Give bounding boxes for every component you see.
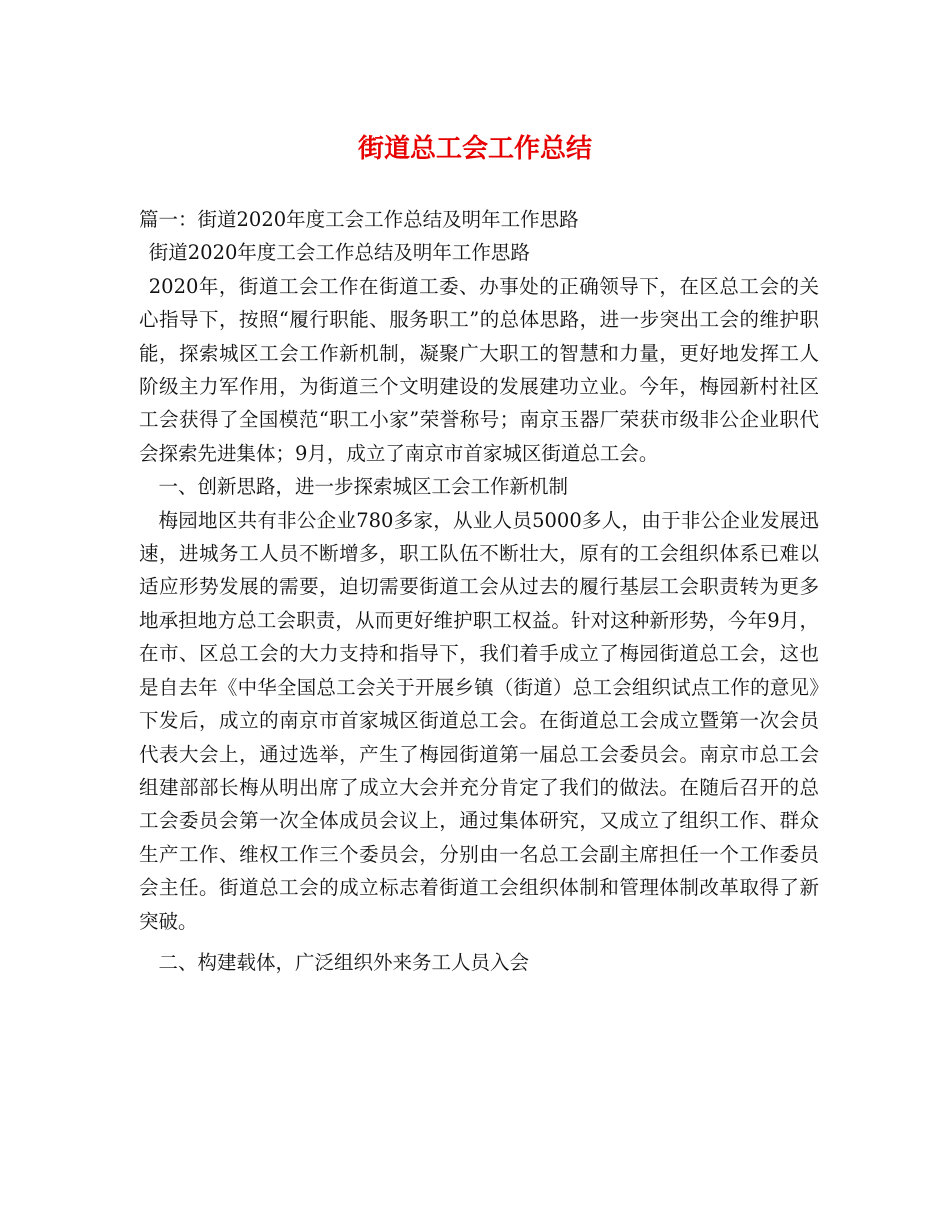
- paragraph-intro: 2020年，街道工会工作在街道工委、办事处的正确领导下，在区总工会的关心指导下，按照“履行职能、服务职工”的总体思路，进一步突出工会的维护职能，探索城区工会工作新机制，凝聚广大职工的智慧和力量，更好地发挥工人阶级主力军作用，为街道三个文明建设的发展建功立业。今年，梅园新村社区工会获得了全国模范“职工小家”荣誉称号；南京玉器厂荣获市级非公企业职代会探索先进集体；9月，成立了南京市首家城区街道总工会。: [139, 274, 819, 465]
- section-heading-1: 一、创新思路，进一步探索城区工会工作新机制: [158, 475, 569, 499]
- document-body: [139, 203, 819, 979]
- part-heading: 篇一：街道2020年度工会工作总结及明年工作思路: [139, 208, 579, 231]
- document-subtitle: 街道2020年度工会工作总结及明年工作思路: [148, 241, 530, 265]
- document-title: 街道总工会工作总结: [357, 134, 592, 164]
- section-heading-2: 二、构建载体，广泛组织外来务工人员入会: [158, 950, 530, 974]
- paragraph-section-1: 梅园地区共有非公企业780多家，从业人员5000多人，由于非公企业发展迅速，进城务工人员不断增多，职工队伍不断壮大，原有的工会组织体系已难以适应形势发展的需要，迫切需要街道工会从过去的履行基层工会职责转为更多地承担地方总工会职责，从而更好维护职工权益。针对这种新形势，今年9月，在市、区总工会的大力支持和指导下，我们着手成立了梅园街道总工会，这也是自去年《中华全国总工会关于开展乡镇（街道）总工会组织试点工作的意见》下发后，成立的南京市首家城区街道总工会。在街道总工会成立暨第一次会员代表大会上，通过选举，产生了梅园街道第一届总工会委员会。南京市总工会组建部部长梅从明出席了成立大会并充分肯定了我们的做法。在随后召开的总工会委员会第一次全体成员会议上，通过集体研究，又成立了组织工作、群众生产工作、维权工作三个委员会，分别由一名总工会副主席担任一个工作委员会主任。街道总工会的成立标志着街道工会组织体制和管理体制改革取得了新突破。: [139, 508, 819, 933]
